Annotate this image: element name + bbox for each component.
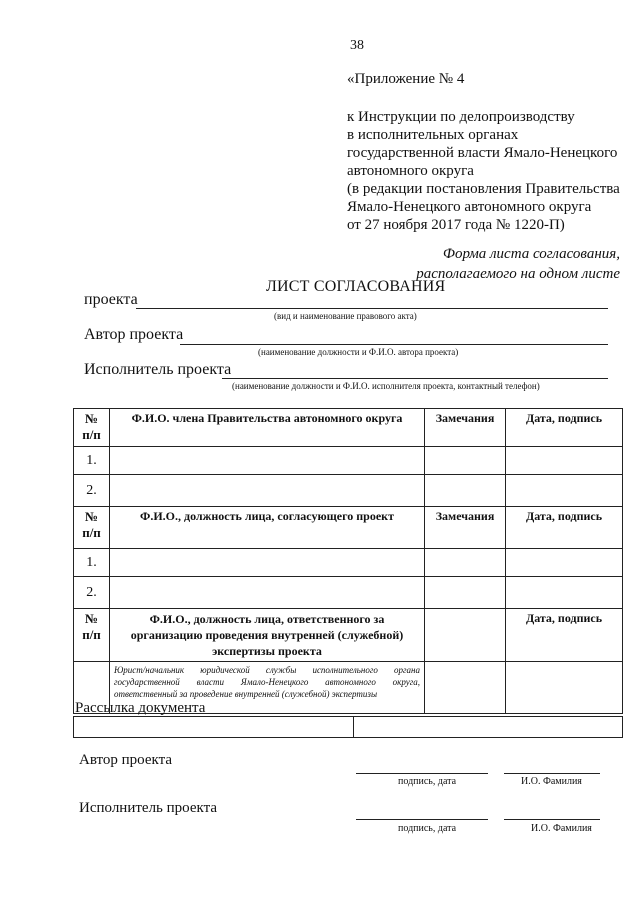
table-row bbox=[74, 475, 623, 507]
row-number: 1. bbox=[74, 549, 110, 577]
author-line[interactable] bbox=[180, 344, 608, 345]
distribution-row bbox=[74, 717, 623, 738]
annex-line: автономного округа bbox=[347, 163, 474, 179]
row-number: 2. bbox=[74, 475, 110, 507]
distribution-cell[interactable] bbox=[354, 717, 623, 738]
author-hint: (наименование должности и Ф.И.О. автора проекта) bbox=[258, 347, 459, 357]
date-sign-cell[interactable] bbox=[506, 549, 623, 577]
section2-header-row bbox=[74, 507, 623, 549]
annex-line: государственной власти Ямало-Ненецкого bbox=[347, 145, 618, 161]
executor-name-caption: И.О. Фамилия bbox=[531, 823, 592, 834]
executor-sign-line[interactable] bbox=[356, 819, 488, 820]
section3-date-sign-header: Дата, подпись bbox=[506, 609, 623, 662]
author-name-caption: И.О. Фамилия bbox=[521, 776, 582, 787]
date-sign-cell[interactable] bbox=[506, 447, 623, 475]
project-line[interactable] bbox=[136, 308, 608, 309]
distribution-cell[interactable] bbox=[74, 717, 354, 738]
section1-name-header: Ф.И.О. члена Правительства автономного округа bbox=[110, 409, 425, 447]
executor-name-line[interactable] bbox=[504, 819, 600, 820]
date-sign-cell[interactable] bbox=[506, 577, 623, 609]
project-hint: (вид и наименование правового акта) bbox=[274, 311, 417, 321]
name-cell[interactable] bbox=[110, 577, 425, 609]
annex-line: в исполнительных органах bbox=[347, 127, 519, 143]
page-number: 38 bbox=[350, 38, 364, 53]
annex-line: от 27 ноября 2017 года № 1220-П) bbox=[347, 217, 565, 233]
remarks-cell[interactable] bbox=[425, 447, 506, 475]
name-cell[interactable] bbox=[110, 549, 425, 577]
remarks-cell[interactable] bbox=[425, 475, 506, 507]
name-cell[interactable] bbox=[110, 447, 425, 475]
num-header: № п/п bbox=[74, 409, 110, 447]
section1-remarks-header: Замечания bbox=[425, 409, 506, 447]
form-note-line: располагаемого на одном листе bbox=[416, 266, 620, 282]
annex-line: Ямало-Ненецкого автономного округа bbox=[347, 199, 592, 215]
name-cell[interactable] bbox=[110, 475, 425, 507]
document-title: ЛИСТ СОГЛАСОВАНИЯ bbox=[266, 278, 446, 295]
section1-header-row bbox=[74, 409, 623, 447]
annex-number: «Приложение № 4 bbox=[347, 71, 465, 87]
author-signature-label: Автор проекта bbox=[79, 752, 173, 768]
row-number: 1. bbox=[74, 447, 110, 475]
table-row bbox=[74, 549, 623, 577]
section3-header-row bbox=[74, 609, 623, 662]
author-label: Автор проекта bbox=[84, 326, 184, 343]
annex-line: к Инструкции по делопроизводству bbox=[347, 109, 575, 125]
table-row bbox=[74, 447, 623, 475]
num-header: № п/п bbox=[74, 507, 110, 549]
distribution-label: Рассылка документа bbox=[75, 700, 206, 716]
executor-line[interactable] bbox=[222, 378, 608, 379]
section2-name-header: Ф.И.О., должность лица, согласующего проект bbox=[110, 507, 425, 549]
remarks-cell[interactable] bbox=[425, 662, 506, 714]
project-label: проекта bbox=[84, 291, 138, 308]
form-note bbox=[416, 244, 620, 284]
row-number: 2. bbox=[74, 577, 110, 609]
section1-date-sign-header: Дата, подпись bbox=[506, 409, 623, 447]
executor-sign-caption: подпись, дата bbox=[398, 823, 457, 834]
executor-hint: (наименование должности и Ф.И.О. исполнителя проекта, контактный телефон) bbox=[232, 381, 540, 391]
annex-reference bbox=[347, 108, 620, 234]
distribution-table bbox=[73, 716, 623, 738]
legal-officer-text: Юрист/начальник юридической службы исполнительного органа государственной власти Ямало-Ненецкого автономного округа, ответственный за проведение внутренней (служебной) экспертизы bbox=[110, 662, 425, 714]
section2-remarks-header: Замечания bbox=[425, 507, 506, 549]
num-header: № п/п bbox=[74, 609, 110, 662]
annex-line: (в редакции постановления Правительства bbox=[347, 181, 620, 197]
section3-empty-cell bbox=[425, 609, 506, 662]
author-name-line[interactable] bbox=[504, 773, 600, 774]
approval-table bbox=[73, 408, 623, 714]
table-row bbox=[74, 577, 623, 609]
date-sign-cell[interactable] bbox=[506, 662, 623, 714]
author-sign-line[interactable] bbox=[356, 773, 488, 774]
author-sign-caption: подпись, дата bbox=[398, 776, 457, 787]
section3-name-header: Ф.И.О., должность лица, ответственного за организацию проведения внутренней (служебной) экспертизы проекта bbox=[110, 609, 425, 662]
executor-signature-label: Исполнитель проекта bbox=[79, 800, 218, 816]
remarks-cell[interactable] bbox=[425, 577, 506, 609]
form-note-line: Форма листа согласования, bbox=[442, 246, 620, 262]
remarks-cell[interactable] bbox=[425, 549, 506, 577]
executor-label: Исполнитель проекта bbox=[84, 361, 232, 378]
section2-date-sign-header: Дата, подпись bbox=[506, 507, 623, 549]
date-sign-cell[interactable] bbox=[506, 475, 623, 507]
